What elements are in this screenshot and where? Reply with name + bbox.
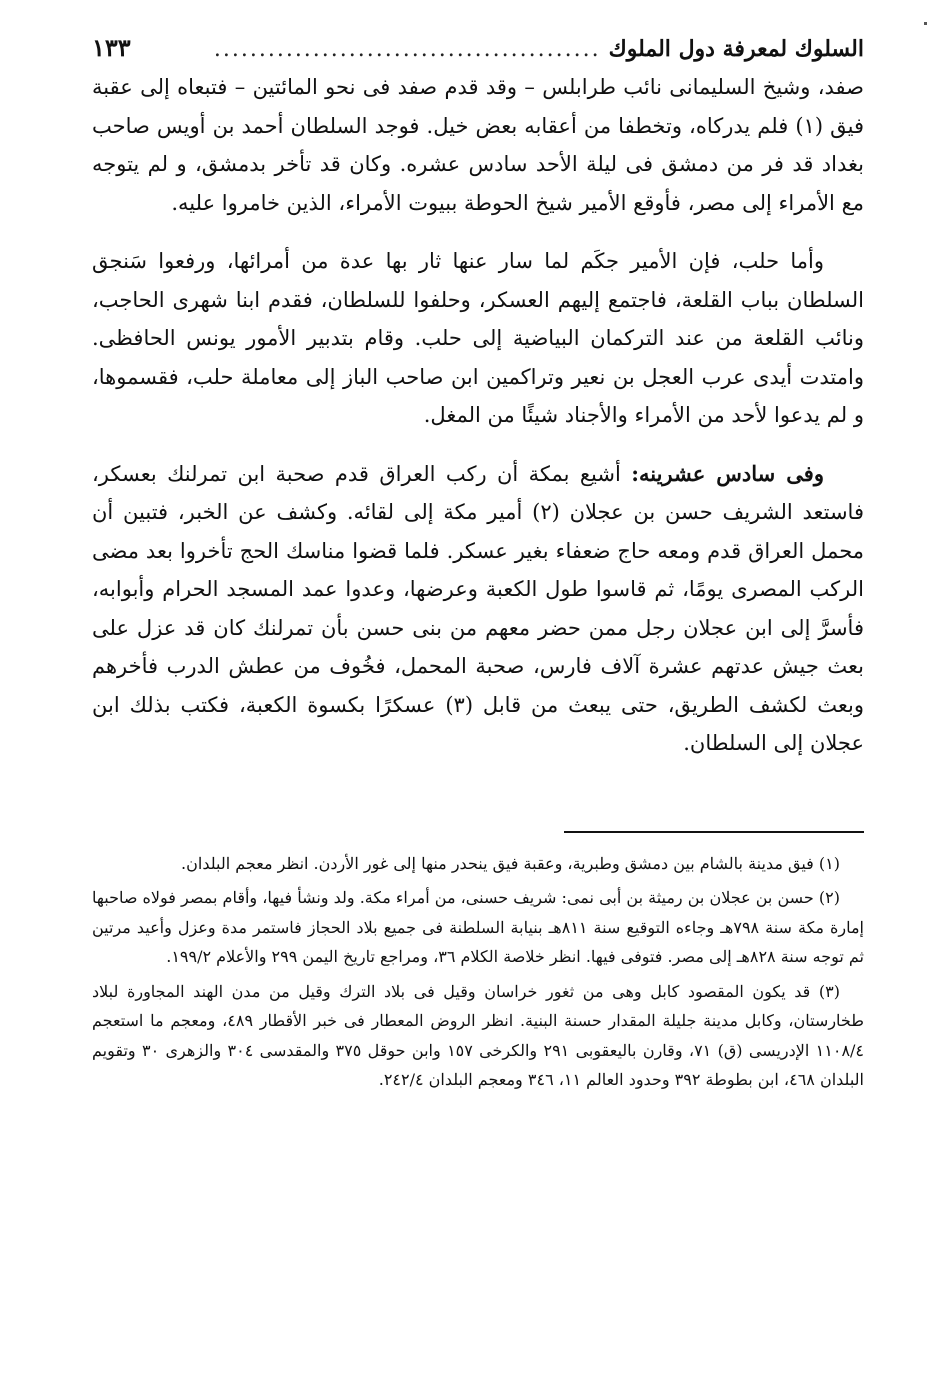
header-leader-dots: ........................................... (213, 37, 601, 62)
footnote-3: (٣) قد يكون المقصود كابل وهى من ثغور خراسان وقيل فى بلاد الترك وقيل من مدن الهند المجاورة لبلاد طخارستان، وكابل مدينة جليلة المقدار حسنة البنية. انظر الروض المعطار فى خبر الأقطار ٤٨٩، ومعجم ما استعجم ١١٠٨/٤ الإدريسى (ق) ٧١، وقارن باليعقوبى ٢٩١ والكرخى ١٥٧ وابن حوقل ٣٧٥ والمقدسى ٣٠٤ والزهرى ٣٠ وتقويم البلدان ٤٦٨، ابن بطوطة ٣٩٢ وحدود العالم ١١، ٣٤٦ ومعجم البلدان ٢٤٢/٤. (92, 981, 865, 1089)
scan-speck (924, 22, 927, 25)
page-number: ١٣٣ (92, 33, 131, 62)
paragraph-3 (92, 455, 864, 763)
paragraph-1: صفد، وشيخ السليمانى نائب طرابلس – وقد قدم صفد فى نحو المائتين – فتبعاه إلى عقبة فيق (١) فلم يدركاه، وتخطفا من أعقابه بعض خيل. فوجد السلطان أحمد بن أويس صاحب بغداد قد فر من دمشق فى ليلة الأحد سادس عشره. وكان قد تأخر بدمشق، و لم يتوجه مع الأمراء إلى مصر، فأوقع الأمير شيخ الحوطة ببيوت الأمراء، الذين خامروا عليه. (92, 75, 864, 215)
paragraph-2: وأما حلب، فإن الأمير جكَم لما سار عنها ثار بها عدة من أمرائها، ورفعوا سَنجق السلطان بباب القلعة، فاجتمع إليهم العسكر، وحلفوا للسلطان، فقدم ابنا شهرى الحاجب، ونائب القلعة من عند التركمان البياضية إلى حلب. وقام بتدبير الأمور يونس الحافظى. وامتدت أيدى عرب العجل بن نعير وتراكمين ابن صاحب الباز إلى معاملة حلب، فقسموها، و لم يدعوا لأحد من الأمراء والأجناد شيئًا من المغل. (92, 249, 864, 427)
footnote-separator (564, 831, 864, 833)
footnotes (92, 849, 864, 1095)
footnote-1: (١) فيق مدينة بالشام بين دمشق وطبرية، وعقبة فيق ينحدر منها إلى غور الأردن. انظر معجم البلدان. (181, 853, 840, 873)
book-title: السلوك لمعرفة دول الملوك (608, 36, 864, 62)
book-page (92, 30, 864, 1100)
footnote-2: (٢) حسن بن عجلان بن رميثة بن أبى نمى: شريف حسنى، من أمراء مكة. ولد ونشأ فيها، وأقام بمصر فولاه صاحبها إمارة مكة سنة ٧٩٨هـ وجاءه التوقيع سنة ٨١١هـ بنيابة السلطنة فى جميع بلاد الحجاز فاستمر مدة وعزل وأعيد مرتين ثم توجه سنة ٨٢٨هـ إلى مصر. فتوفى فيها. انظر خلاصة الكلام ٣٦، ومراجع تاريخ اليمن ٢٩٩ والأعلام ١٩٩/٢. (92, 888, 864, 966)
paragraph-3-text: أشيع بمكة أن ركب العراق قدم صحبة ابن تمرلنك بعسكر، فاستعد الشريف حسن بن عجلان (٢) أمير مكة إلى لقائه. وكشف عن الخبر، فتبين أن محمل العراق قدم ومعه حاج ضعفاء بغير عسكر. فلما قضوا مناسك الحج تأخروا بعد مضى الركب المصرى يومًا، ثم قاسوا طول الكعبة وعرضها، وعدوا عمد المسجد الحرام وأبوابه، فأسرَّ إلى ابن عجلان رجل ممن حضر معهم من بنى حسن بأن تمرلنك كان قد عزل على بعث جيش عدتهم عشرة آلاف فارس، صحبة المحمل، فخُوف من عطش الدرب فأخرهم وبعث لكشف الطريق، حتى يبعث من قابل (٣) عسكرًا بكسوة الكعبة، فكتب بذلك ابن عجلان إلى السلطان. (92, 461, 864, 755)
running-header (92, 30, 864, 66)
paragraph-3-lead: وفى سادس عشرينه: (631, 460, 824, 486)
main-text (92, 68, 864, 763)
